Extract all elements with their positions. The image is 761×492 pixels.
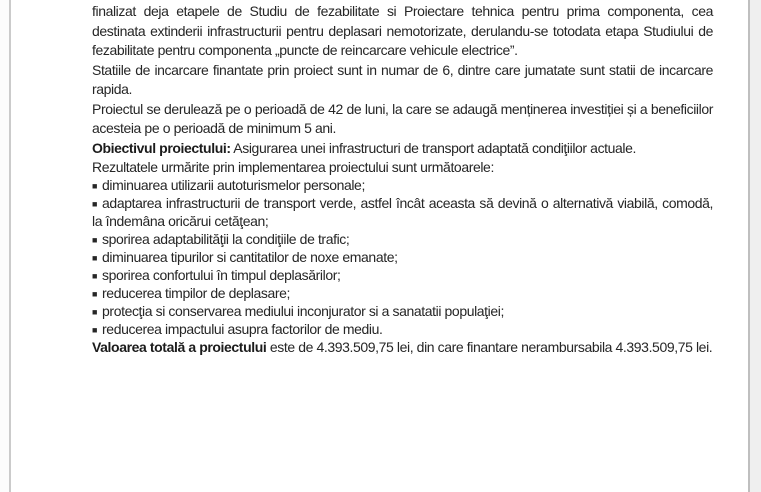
text-run: Statiile de incarcare finantate prin proiect sunt in numar de 6, dintre care jumatate sunt statii de incarcare rapida. xyxy=(92,61,713,97)
paragraph xyxy=(92,139,713,159)
bold-text-run: Obiectivul proiectului: xyxy=(92,139,231,156)
text-run: finalizat deja etapele de Studiu de fezabilitate si Proiectare tehnica pentru prima componenta, cea destinata extinderii infrastructurii pentru deplasari nemotorizate, derulandu-se totodata etapa Studiului de fezabilitate pentru componenta „puncte de reincarcare vehicule electrice”. xyxy=(92,3,713,58)
text-run: diminuarea utilizarii autoturismelor personale; xyxy=(102,177,365,193)
bullet-item xyxy=(92,320,713,338)
text-run: este de 4.393.509,75 lei, din care finantare nerambursabila 4.393.509,75 lei. xyxy=(266,339,713,355)
bullet-square-icon: ■ xyxy=(92,235,98,245)
bullet-item xyxy=(92,302,713,320)
paragraph xyxy=(92,338,713,358)
paragraph xyxy=(92,2,713,61)
bullet-item xyxy=(92,230,713,248)
bullet-square-icon: ■ xyxy=(92,271,98,281)
bold-text-run: Valoarea totală a proiectului xyxy=(92,339,267,355)
text-run: Asigurarea unei infrastructuri de transport adaptată condiţiilor actuale. xyxy=(230,139,637,156)
page-left-margin xyxy=(0,0,9,492)
text-run: adaptarea infrastructurii de transport verde, astfel încât aceasta să devină o alternativă viabilă, comodă, la îndemâna oricărui cetăţean; xyxy=(92,195,713,229)
text-run: reducerea timpilor de deplasare; xyxy=(102,285,291,301)
page-right-margin xyxy=(750,0,761,492)
paragraph xyxy=(92,158,713,176)
bullet-square-icon: ■ xyxy=(92,181,98,191)
page-left-edge-line xyxy=(9,0,11,492)
bullet-item xyxy=(92,176,713,194)
text-run: diminuarea tipurilor si cantitatilor de noxe emanate; xyxy=(102,249,398,265)
text-run: reducerea impactului asupra factorilor de mediu. xyxy=(102,321,383,337)
paragraph xyxy=(92,100,713,139)
text-run: Rezultatele urmărite prin implementarea proiectului sunt următoarele: xyxy=(92,159,494,175)
bullet-item xyxy=(92,266,713,284)
document-body xyxy=(92,2,713,358)
text-run: sporirea adaptabilităţii la condiţiile de trafic; xyxy=(102,231,350,247)
bullet-square-icon: ■ xyxy=(92,325,98,335)
text-run: protecţia si conservarea mediului inconjurator si a sanatatii populaţiei; xyxy=(102,303,504,319)
bullet-square-icon: ■ xyxy=(92,199,98,209)
bullet-square-icon: ■ xyxy=(92,289,98,299)
bullet-item xyxy=(92,284,713,302)
bullet-square-icon: ■ xyxy=(92,307,98,317)
bullet-item xyxy=(92,248,713,266)
text-run: sporirea confortului în timpul deplasărilor; xyxy=(102,267,341,283)
bullet-item xyxy=(92,194,713,230)
paragraph xyxy=(92,61,713,100)
text-run: Proiectul se derulează pe o perioadă de 42 de luni, la care se adaugă menținerea investiției și a beneficiilor acesteia pe o perioadă de minimum 5 ani. xyxy=(92,100,713,136)
bullet-square-icon: ■ xyxy=(92,253,98,263)
